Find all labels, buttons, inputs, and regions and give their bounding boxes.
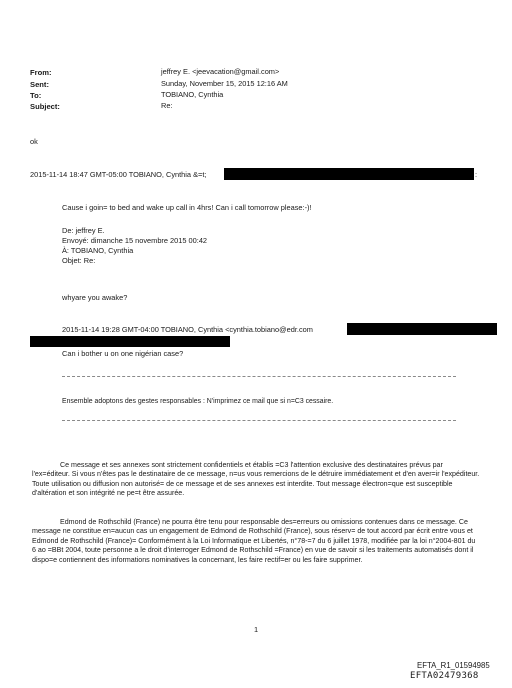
confidentiality-paragraph: Ce message et ses annexes sont strictement confidentiels et établis =C3 l'attention exclusive des destinataires prévus par l'ex=éditeur. Si vous n'êtes pas le destinataire de ce message, n=us vous remercions de le détruire immédiatement et d'en aver=ir l'expéditeur. Toute utilisation ou diffusion non autorisé= de ce message et de ses annexes est interdite. Tout message électron=que est susceptible d'altération et son intégrité ne pe=t être assurée. <box>32 461 480 498</box>
a-line: À: TOBIANO, Cynthia <box>62 246 134 255</box>
message1: Cause i goin= to bed and wake up call in 4hrs! Can i call tomorrow please:-)! <box>62 203 312 212</box>
edr-disclaimer-paragraph: Edmond de Rothschild (France) ne pourra être tenu pour responsable des=erreurs ou omissions contenues dans ce message. Ce message ne constitue en=aucun cas un engagement de Edmond de Rothschild (France), sous réserv= de tout accord par écrit entre vous et Edmond de Rothschild (France)= Conformément à la Loi Informatique et Libertés, n°78-=7 du 6 juillet 1978, modifiée par la loi n°2004-801 du 6 ao =BBt 2004, toute personne a le droit d'interroger Edmond de Rothschild =France) en vue de savoir si les traitements automatisés dont il dispo=e contiennent des informations nominatives la concernant, les faire rectif=er ou les faire supprimer. <box>32 518 476 564</box>
redaction-bar <box>347 323 497 335</box>
redaction-bar <box>224 168 474 180</box>
divider-line <box>62 376 456 377</box>
bates-number-1: EFTA_R1_01594985 <box>417 661 490 670</box>
quote1-colon: : <box>475 170 478 179</box>
bates-number-2: EFTA02479368 <box>410 671 479 681</box>
to-value: TOBIANO, Cynthia <box>161 90 224 99</box>
nigerian-text: Can i bother u on one nigérian case? <box>62 349 184 358</box>
from-label: From: <box>30 68 52 77</box>
whyare-text: whyare you awake? <box>62 293 128 302</box>
subject-value: Re: <box>161 101 173 110</box>
envoye-line: Envoyé: dimanche 15 novembre 2015 00:42 <box>62 236 208 245</box>
ensemble-text: Ensemble adoptons des gestes responsables : N'imprimez ce mail que si n=C3 cessaire. <box>62 398 334 405</box>
divider-line <box>62 420 456 421</box>
from-value: jeffrey E. <jeevacation@gmail.com> <box>161 67 280 76</box>
ok-text: ok <box>30 137 38 146</box>
quote1-header: 2015-11-14 18:47 GMT-05:00 TOBIANO, Cynthia &=t; <box>30 170 207 179</box>
to-label: To: <box>30 91 42 100</box>
objet-line: Objet: Re: <box>62 256 96 265</box>
sent-label: Sent: <box>30 80 49 89</box>
quote2-header: 2015-11-14 19:28 GMT-04:00 TOBIANO, Cynthia <cynthia.tobiano@edr.com <box>62 325 313 334</box>
sent-value: Sunday, November 15, 2015 12:16 AM <box>161 79 288 88</box>
de-line: De: jeffrey E. <box>62 226 105 235</box>
page-number: 1 <box>254 625 259 634</box>
redaction-bar <box>30 336 230 347</box>
subject-label: Subject: <box>30 102 60 111</box>
